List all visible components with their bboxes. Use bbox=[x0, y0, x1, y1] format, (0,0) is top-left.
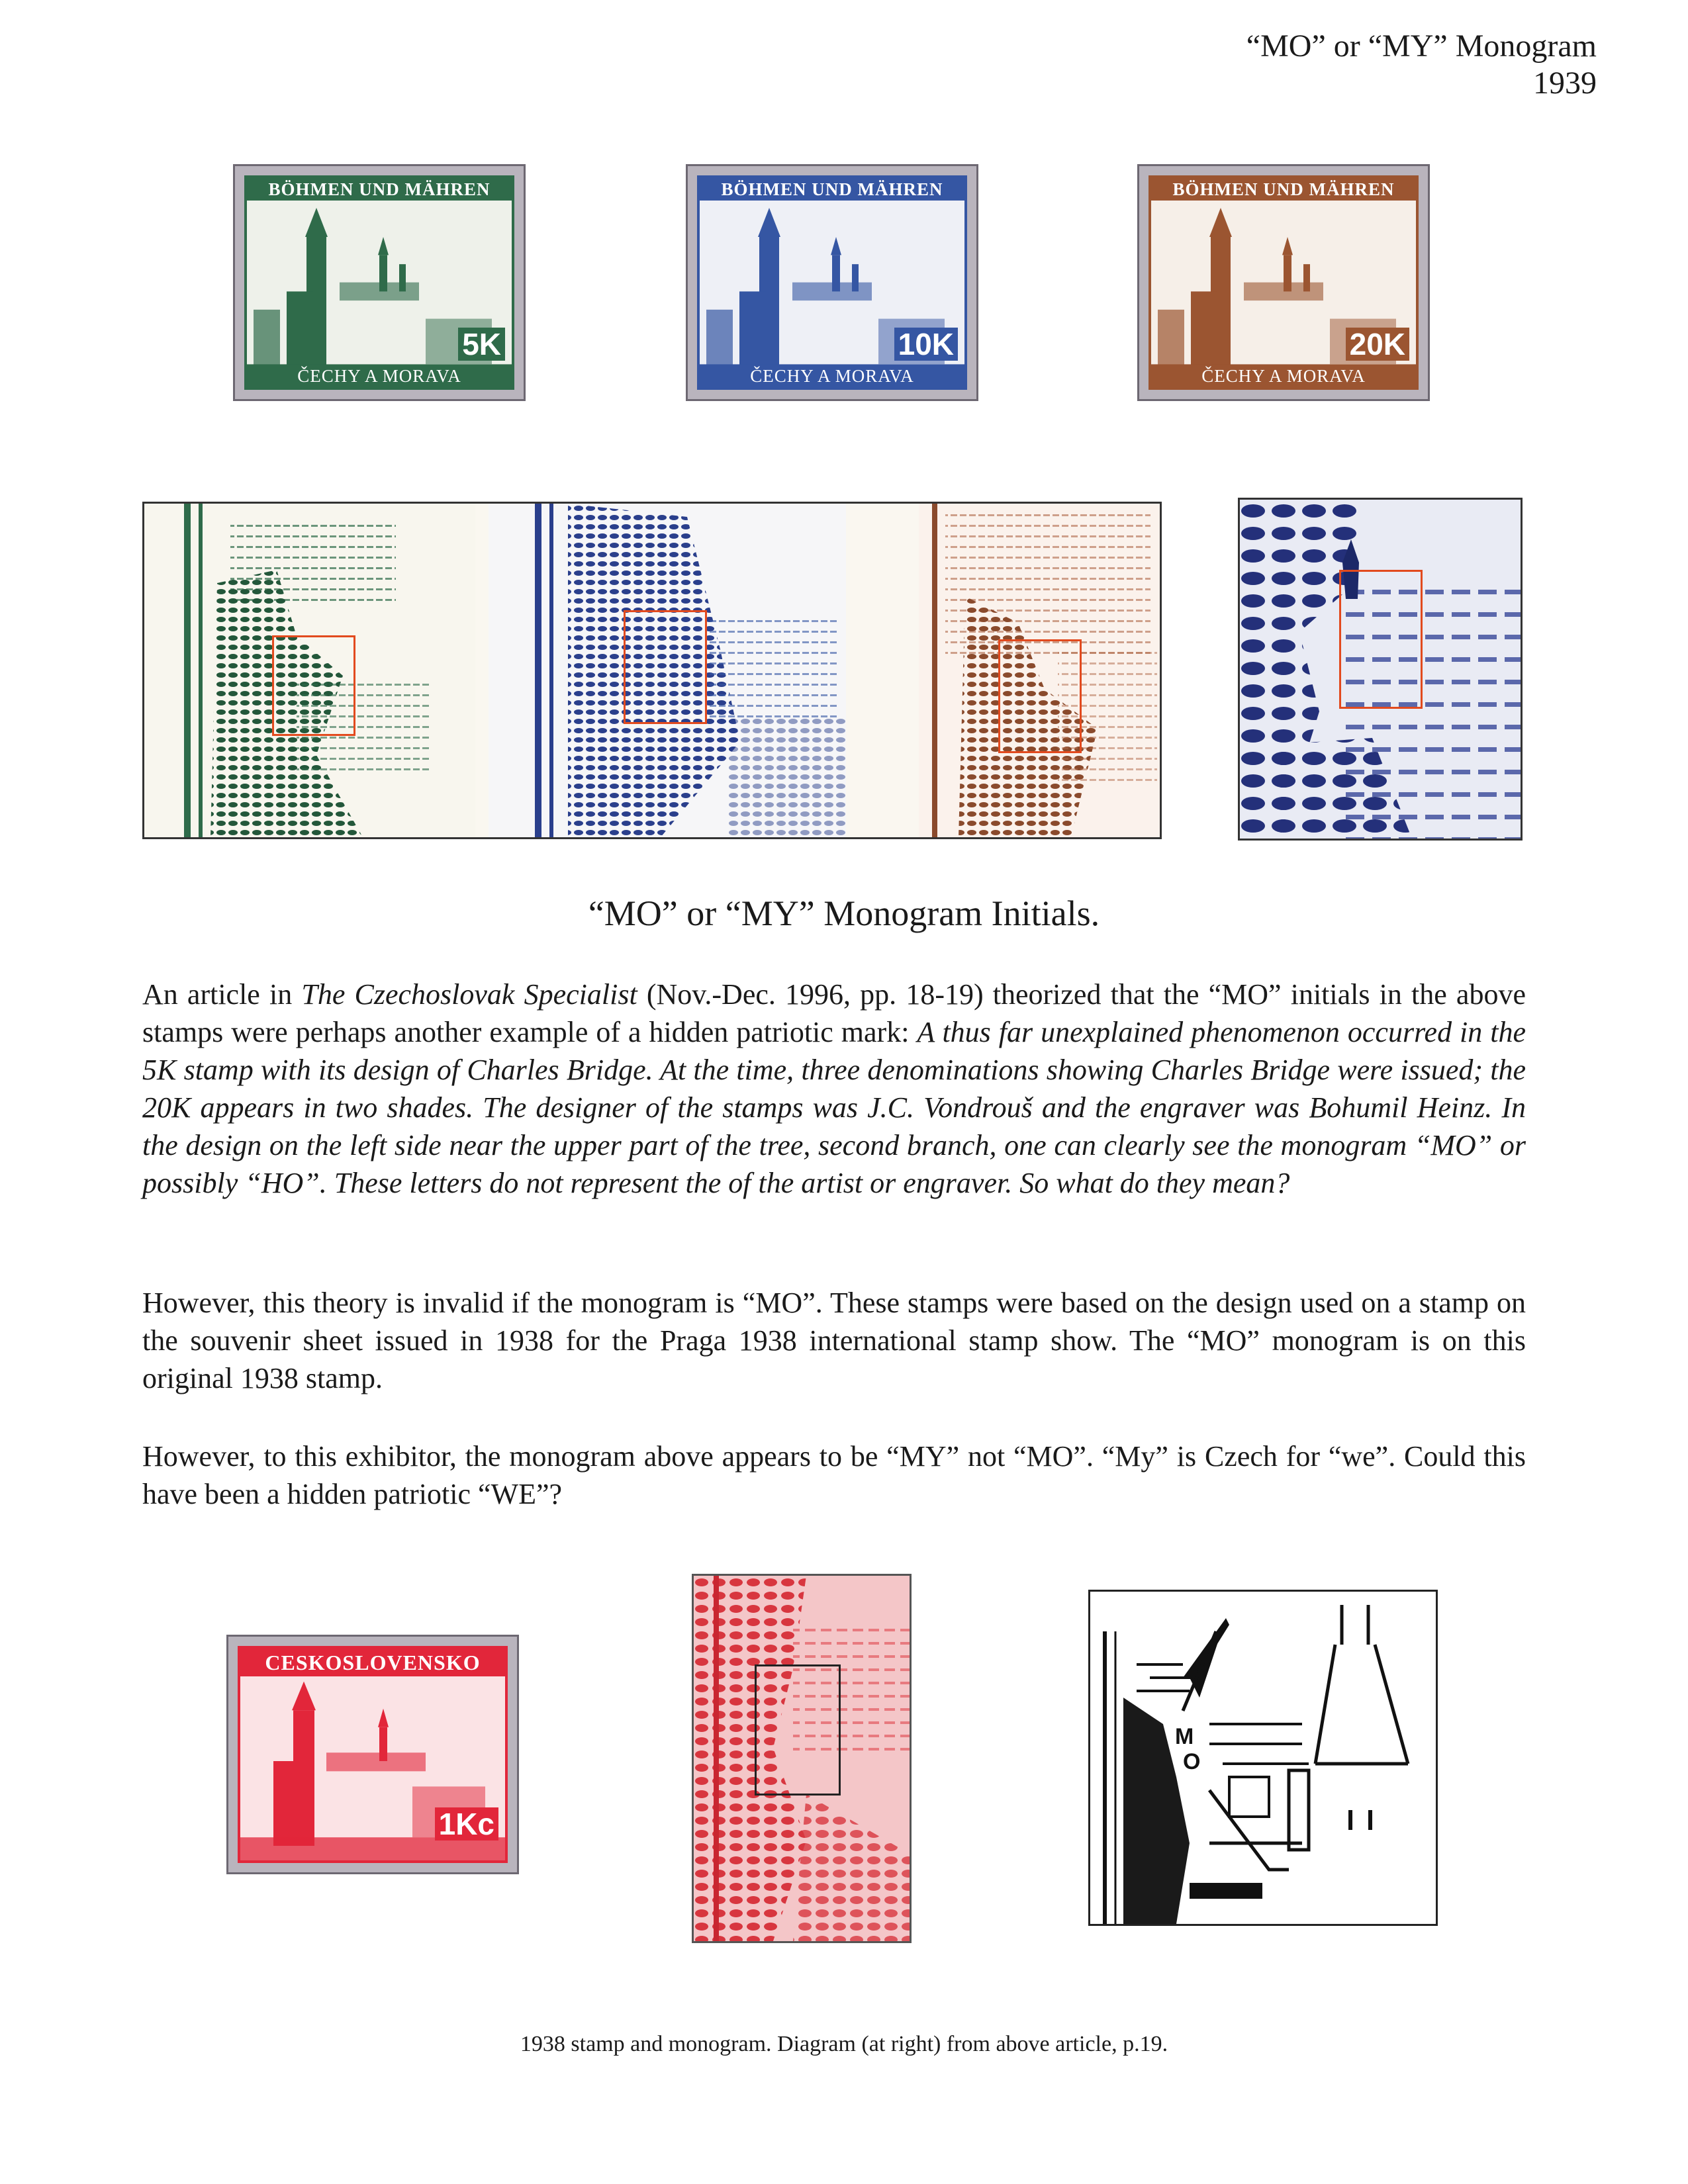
stamp-bottom-text: ČECHY A MORAVA bbox=[1151, 365, 1416, 387]
monogram-enlargement-strip bbox=[142, 502, 1162, 839]
paragraph-text: (Nov.-Dec. 1996, pp. 18-19) theorized that the “MO” initials in the above stamps were perhaps another example of a hidden patriotic mark: bbox=[142, 978, 1526, 1048]
monogram-highlight-box bbox=[1339, 570, 1423, 709]
stamp-top-text: CESKOSLOVENSKO bbox=[240, 1649, 505, 1676]
monogram-highlight-box bbox=[755, 1664, 841, 1796]
stamp-frame bbox=[238, 1646, 508, 1863]
stamp-10k bbox=[686, 164, 978, 401]
stamp-bottom-text: ČECHY A MORAVA bbox=[700, 365, 964, 387]
stamp-denomination: 5K bbox=[458, 328, 505, 361]
paragraph-theory-invalid: However, this theory is invalid if the monogram is “MO”. These stamps were based on the design used on a stamp on the souvenir sheet issued in 1938 for the Praga 1938 international stamp show. The “MO” monogram is on this original 1938 stamp. bbox=[142, 1287, 1526, 1394]
paragraph-text: An article in bbox=[142, 978, 302, 1011]
stamp-denomination: 1Kc bbox=[435, 1807, 498, 1841]
journal-title: The Czechoslovak Specialist bbox=[301, 978, 637, 1011]
stamp-top-text: BÖHMEN UND MÄHREN bbox=[247, 178, 512, 201]
monogram-diagram bbox=[1090, 1592, 1436, 1924]
stamp-frame bbox=[244, 175, 514, 390]
page-title: “MO” or “MY” Monogram bbox=[1246, 28, 1597, 64]
article-quote: A thus far unexplained phenomenon occurred in the 5K stamp with its design of Charles Bridge. At the time, three denominations showing Charles Bridge were issued; the 20K appears in two shades. The designer of the stamps was J.C. Vondrouš and the engraver was Bohumil Heinz. In the design on the left side near the upper part of the tree, second branch, one can clearly see the monogram “MO” or possibly “HO”. These letters do not represent the of the artist or engraver. So what do they mean? bbox=[142, 1016, 1526, 1199]
figure-caption: 1938 stamp and monogram. Diagram (at right) from above article, p.19. bbox=[520, 2032, 1168, 2056]
stamp-bottom-text: ČECHY A MORAVA bbox=[247, 365, 512, 387]
page-year: 1939 bbox=[1533, 66, 1597, 101]
charles-bridge-engraving bbox=[700, 201, 964, 390]
monogram-highlight-box bbox=[624, 610, 707, 724]
stamp-denomination: 10K bbox=[894, 328, 958, 361]
monogram-1938-enlargement bbox=[692, 1574, 912, 1943]
stamp-1938 bbox=[226, 1635, 519, 1874]
charles-bridge-engraving bbox=[1151, 201, 1416, 390]
stamp-20k bbox=[1137, 164, 1430, 401]
stamp-denomination: 20K bbox=[1346, 328, 1409, 361]
stamp-5k bbox=[233, 164, 526, 401]
page-header bbox=[1246, 28, 1597, 102]
charles-bridge-engraving bbox=[247, 201, 512, 390]
section-heading: “MO” or “MY” Monogram Initials. bbox=[588, 893, 1100, 933]
stamp-top-text: BÖHMEN UND MÄHREN bbox=[1151, 178, 1416, 201]
monogram-closeup bbox=[1238, 498, 1523, 841]
article-diagram bbox=[1088, 1590, 1438, 1926]
stamp-frame bbox=[697, 175, 967, 390]
monogram-highlight-box bbox=[998, 639, 1082, 753]
stamp-frame bbox=[1149, 175, 1419, 390]
stamp-top-text: BÖHMEN UND MÄHREN bbox=[700, 178, 964, 201]
diagram-label-m: M bbox=[1175, 1724, 1194, 1749]
paragraph-exhibitor-view: However, to this exhibitor, the monogram above appears to be “MY” not “MO”. “My” is Czech for “we”. Could this have been a hidden patriotic “WE”? bbox=[142, 1440, 1526, 1510]
monogram-highlight-box bbox=[272, 635, 355, 736]
diagram-label-o: O bbox=[1183, 1749, 1201, 1774]
paragraph-article bbox=[142, 976, 1526, 1202]
